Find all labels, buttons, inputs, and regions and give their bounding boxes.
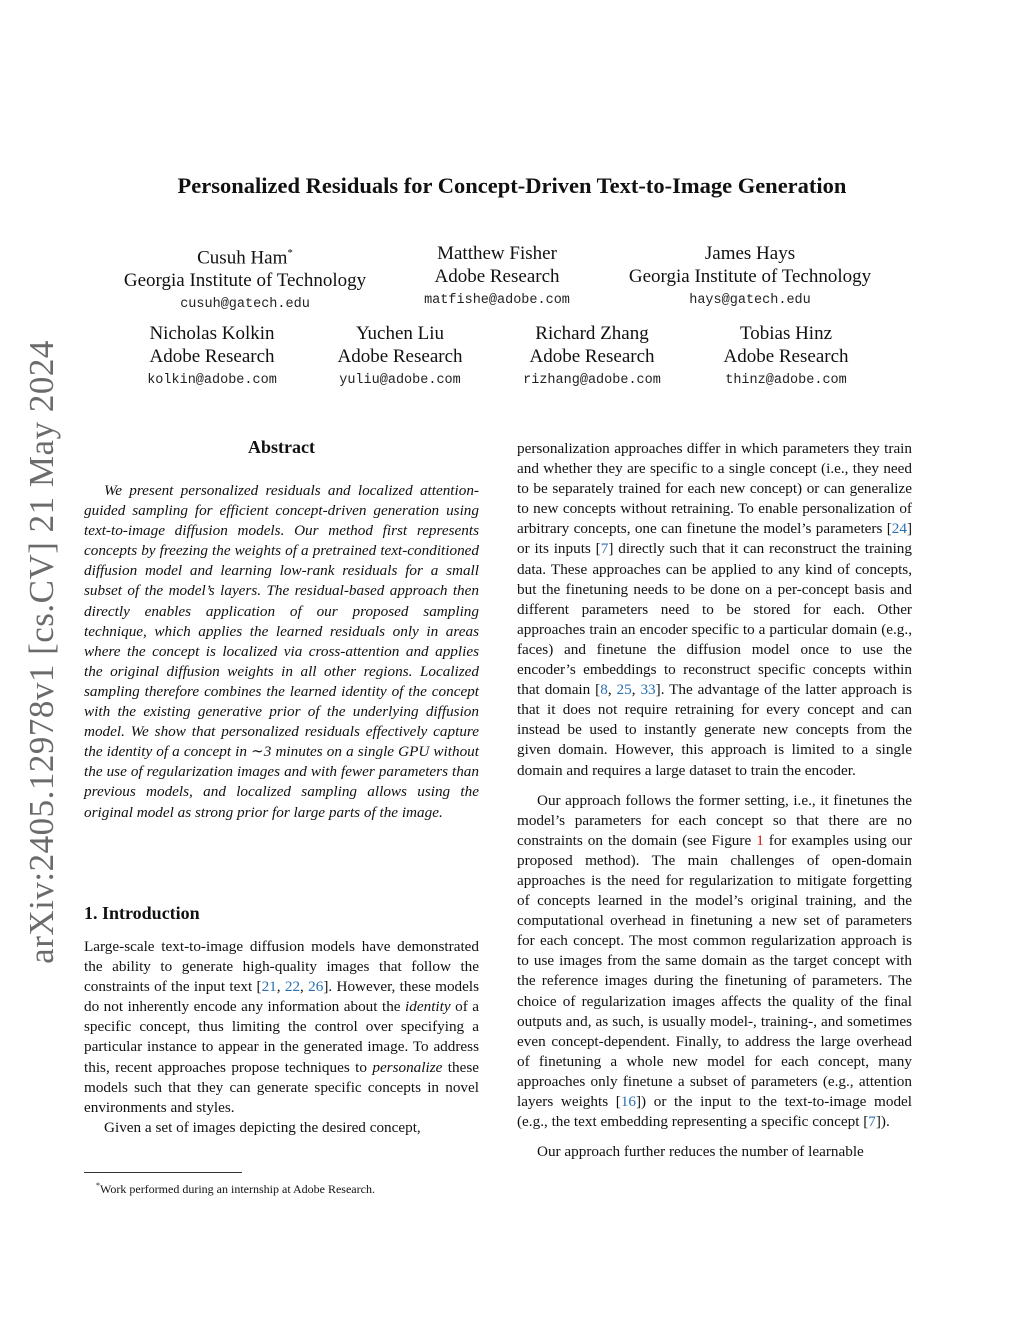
text-run: of a specific concept, thus limiting the control over specifying a particular instance to appear in the generated image. To address this, recent approaches propose techniques to — [84, 998, 479, 1076]
author-email[interactable]: matfishe@adobe.com — [424, 293, 570, 308]
emphasis: personalize — [372, 1058, 443, 1076]
citation-link[interactable]: 7 — [868, 1113, 876, 1131]
author-affiliation: Adobe Research — [149, 346, 275, 367]
introduction-body — [84, 937, 479, 1138]
text-run: ]) or the input to the text-to-image model (e.g., the text embedding representing a specific concept [ — [517, 1093, 912, 1131]
author-email[interactable]: cusuh@gatech.edu — [180, 297, 310, 313]
author-name: Cusuh Ham — [197, 247, 288, 269]
author-email[interactable]: yuliu@adobe.com — [339, 373, 461, 388]
author-email[interactable]: rizhang@adobe.com — [523, 373, 661, 388]
citation-link[interactable]: 7 — [600, 540, 609, 558]
citation-link[interactable]: 26 — [308, 978, 324, 996]
emphasis: identity — [405, 998, 451, 1016]
text-run: ]). — [875, 1113, 890, 1131]
figure-reference-link[interactable]: 1 — [756, 831, 764, 849]
citation-link[interactable]: 21 — [261, 978, 277, 996]
author-name: Yuchen Liu — [355, 323, 445, 344]
text-run: for examples using our proposed method). The main challenges of open-domain approaches is the need for regularization to mitigate forgetting of concepts learned in the model’s original training, and the computational overhead in finetuning a new set of parameters for each concept. The most common regularization approach is to use images from the same domain as the target concept with the reference images during the finetuning of parameters. The choice of regularization images affects the quality of the final outputs and, as such, is usually model-, training-, and sometimes even concept-dependent. Finally, to address the large overhead of finetuning a whole new model for each concept, many approaches only finetune a subset of parameters (e.g., attention layers weights [ — [517, 831, 913, 1110]
author-name: Nicholas Kolkin — [149, 323, 275, 344]
text-run: personalization approaches differ in which parameters they train and whether they are specific to a single concept (i.e., they need to be separately trained for each new concept) or can generalize to new concepts without retraining. To enable personalization of arbitrary concepts, one can finetune the model’s parameters [ — [517, 440, 912, 538]
abstract-heading: Abstract — [248, 437, 315, 457]
right-paragraph-3: Our approach further reduces the number of learnable — [537, 1143, 864, 1161]
citation-link[interactable]: 25 — [616, 681, 632, 699]
right-paragraph-2 — [517, 791, 912, 1133]
paper-title: Personalized Residuals for Concept-Driven Text-to-Image Generation — [177, 173, 847, 198]
introduction-heading: 1. Introduction — [84, 903, 200, 923]
author-block-7 — [723, 322, 848, 391]
right-column-body — [517, 439, 912, 1162]
text-run: ]. The advantage of the latter approach is that it does not require retraining for every concept and can instead be used to instantly generate new concepts from the given domain. However, this approach is limited to a single domain and requires a large dataset to train the encoder. — [517, 681, 913, 779]
footnote — [96, 1178, 375, 1197]
author-name: James Hays — [704, 243, 796, 264]
footnote-mark: * — [96, 1181, 100, 1190]
text-run: ] or its inputs [ — [517, 520, 912, 558]
text-run: these models such that they can generate specific concepts in novel environments and styles. — [84, 1058, 479, 1116]
right-paragraph-1 — [517, 439, 912, 781]
author-name: Richard Zhang — [535, 323, 649, 344]
text-run: Large-scale text-to-image diffusion models have demonstrated the ability to generate high-quality images that follow the constraints of the input text [ — [84, 938, 479, 996]
author-footnote-mark: * — [287, 247, 293, 259]
footnote-divider — [84, 1172, 242, 1173]
arxiv-identifier[interactable]: arXiv:2405.12978v1 [cs.CV] 21 May 2024 — [22, 340, 61, 964]
text-run: , — [607, 681, 617, 699]
author-affiliation: Adobe Research — [337, 346, 463, 367]
text-run: , — [631, 681, 641, 699]
author-email[interactable]: kolkin@adobe.com — [147, 373, 277, 388]
citation-link[interactable]: 22 — [284, 978, 301, 996]
footnote-text: Work performed during an internship at Adobe Research. — [100, 1182, 375, 1196]
text-run: , — [300, 978, 309, 996]
author-block-2 — [424, 242, 570, 311]
author-block-4 — [147, 322, 277, 391]
citation-link[interactable]: 33 — [640, 681, 656, 699]
author-email[interactable]: thinz@adobe.com — [725, 373, 847, 388]
text-run: ]. However, these models do not inherently encode any information about the — [84, 978, 480, 1016]
author-block-1 — [124, 242, 366, 315]
author-name: Tobias Hinz — [739, 323, 833, 344]
text-run: ] directly such that it can reconstruct the training data. These approaches can be applied to any kind of concepts, but the finetuning needs to be done on a per-concept basis and different parameters need to be stored for each. Other approaches train an encoder specific to a particular domain (e.g., faces) and finetune the diffusion model once to use the encoder’s embeddings to reconstruct specific concepts within that domain [ — [517, 540, 912, 699]
author-email[interactable]: hays@gatech.edu — [689, 293, 811, 308]
author-affiliation: Georgia Institute of Technology — [123, 270, 367, 292]
intro-paragraph-2: Given a set of images depicting the desired concept, — [104, 1118, 421, 1136]
abstract-body — [84, 481, 479, 823]
text-run: Our approach follows the former setting, i.e., it finetunes the model’s parameters for each concept so that there are no constraints on the domain (see Figure — [517, 791, 912, 849]
author-affiliation: Adobe Research — [723, 346, 849, 367]
author-affiliation: Adobe Research — [434, 266, 560, 287]
author-affiliation: Adobe Research — [529, 346, 655, 367]
author-block-6 — [523, 322, 661, 391]
citation-link[interactable]: 8 — [600, 681, 608, 699]
author-block-3 — [629, 242, 871, 311]
text-run: , — [276, 978, 285, 996]
citation-link[interactable]: 24 — [891, 520, 907, 538]
author-name: Matthew Fisher — [437, 243, 557, 264]
citation-link[interactable]: 16 — [620, 1093, 636, 1110]
intro-paragraph-1 — [84, 937, 479, 1118]
abstract-text: We present personalized residuals and localized attention-guided sampling for efficient concept-driven generation using text-to-image diffusion models. Our method first represents concepts by freezing the weights of a pretrained text-conditioned diffusion model and learning low-rank residuals for a small subset of the model’s layers. The residual-based approach then directly enables application of our proposed sampling technique, which applies the learned residuals only in areas where the concept is localized via cross-attention and applies the original diffusion weights in all other regions. Localized sampling therefore combines the learned identity of the concept with the existing generative prior of the underlying diffusion model. We show that personalized residuals effectively capture the identity of a concept in ∼3 minutes on a single GPU without the use of regularization images and with fewer parameters than previous models, and localized sampling allows using the original model as strong prior for large parts of the image. — [84, 482, 479, 821]
author-block-5 — [337, 322, 462, 391]
author-affiliation: Georgia Institute of Technology — [628, 266, 872, 287]
